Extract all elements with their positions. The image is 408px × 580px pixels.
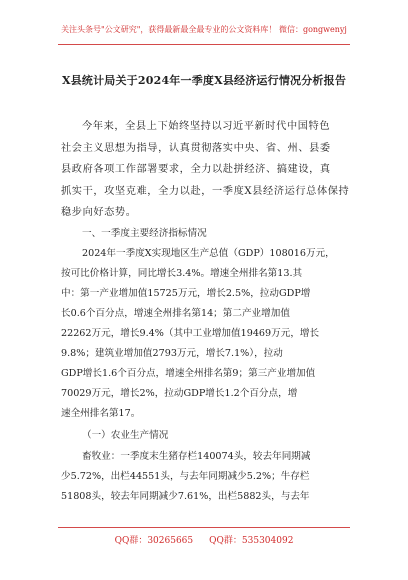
body-line: 抓实干，攻坚克难，全力以赴，一季度X县经济运行总体保持 xyxy=(61,185,350,197)
promo-banner: 关注头条号"公文研究"，获得最新最全最专业的公文资料库！ 微信：gongwenyj xyxy=(61,25,347,34)
body-line: 速全州排名第17。 xyxy=(61,407,141,419)
qq-group-1: QQ群：30265665 xyxy=(114,536,194,546)
qq-group-2: QQ群：535304092 xyxy=(209,536,294,546)
header-rule xyxy=(58,44,350,45)
body-line: 县政府各项工作部署要求，全力以赴拼经济、搞建设，真 xyxy=(61,164,331,175)
body-line: 社会主义思想为指导，认真贯彻落实中央、省、州、县委 xyxy=(61,142,331,154)
body-line: 70029万元，增长2%，拉动GDP增长1.2个百分点，增 xyxy=(61,387,298,399)
body-line: 今年来，全县上下始终坚持以习近平新时代中国特色 xyxy=(82,121,331,132)
body-line: 2024年一季度X实现地区生产总值（GDP）108016万元， xyxy=(82,247,335,259)
body-line: 畜牧业：一季度末生猪存栏140074头，较去年同期减 xyxy=(82,450,311,462)
body-line: GDP增长1.6个百分点，增速全州排名第9；第三产业增加值 xyxy=(61,367,316,379)
document-body xyxy=(61,116,353,507)
body-line: 22262万元，增长9.4%（其中工业增加值19469万元，增长 xyxy=(61,327,320,339)
body-line: 稳步向好态势。 xyxy=(61,207,137,218)
footer xyxy=(0,533,408,546)
body-line: 51808头，较去年同期减少7.61%，出栏5882头，与去年 xyxy=(61,490,310,502)
body-line: 按可比价格计算，同比增长3.4%。增速全州排名第13.其 xyxy=(61,267,303,279)
body-line: 少5.72%，出栏44551头，与去年同期减少5.2%；牛存栏 xyxy=(61,470,310,482)
subsection-heading: （一）农业生产情况 xyxy=(82,429,169,441)
footer-rule xyxy=(58,527,350,528)
body-line: 中：第一产业增加值15725万元，增长2.5%，拉动GDP增 xyxy=(61,287,311,299)
body-line: 长0.6个百分点，增速全州排名第14；第二产业增加值 xyxy=(61,307,290,319)
body-line: 9.8%；建筑业增加值2793万元，增长7.1%），拉动 xyxy=(61,347,283,359)
document-title: X县统计局关于2024年一季度X县经济运行情况分析报告 xyxy=(61,74,347,87)
section-heading: 一、一季度主要经济指标情况 xyxy=(82,227,207,239)
